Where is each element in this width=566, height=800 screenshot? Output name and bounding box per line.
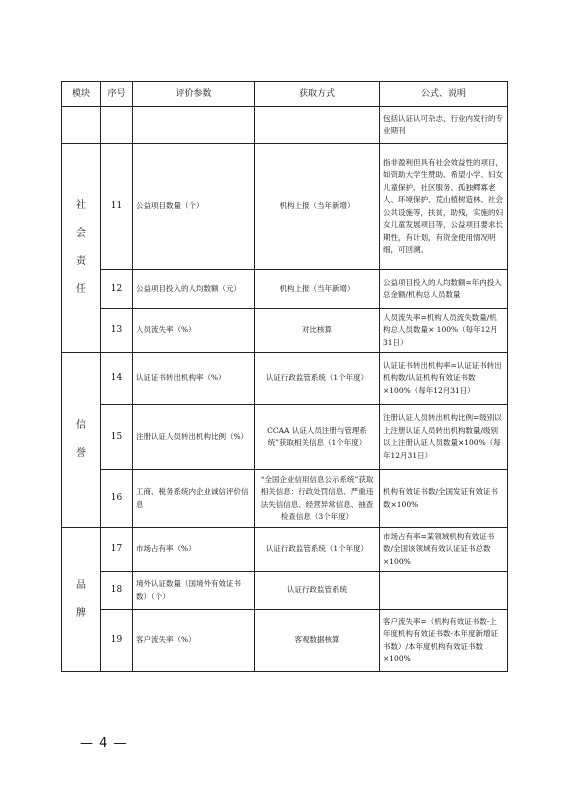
row-formula <box>380 572 508 610</box>
header-formula: 公式、说明 <box>380 82 508 107</box>
header-method: 获取方式 <box>255 82 380 107</box>
table-header-row <box>62 82 508 107</box>
row-method: 认证行政监管系统（1个年度） <box>255 353 380 405</box>
cell-empty <box>62 107 101 144</box>
table-row <box>62 309 508 353</box>
table-row <box>62 270 508 309</box>
row-param: 境外认证数量（国境外有效证书数）（个） <box>133 572 255 610</box>
row-formula: 客户流失率=（机构有效证书数-上年度机构有效证书数-本年度新增证书数）/本年度机构有效证书数×100% <box>380 610 508 672</box>
cell-empty <box>101 107 133 144</box>
row-number: 16 <box>101 470 133 528</box>
row-number: 12 <box>101 270 133 309</box>
table-row <box>62 144 508 270</box>
table-row <box>62 470 508 528</box>
row-param: 市场占有率（%） <box>133 528 255 572</box>
row-method: “全国企业信用信息公示系统”获取相关信息：行政处罚信息、严重违法失信信息、经营异常信息、抽查检查信息（3个年度） <box>255 470 380 528</box>
row-method: CCAA 认证人员注册与管理系统”获取相关信息（1个年度） <box>255 405 380 470</box>
page-number: — 4 — <box>80 736 128 751</box>
header-param: 评价参数 <box>133 82 255 107</box>
row-method: 客观数据核算 <box>255 610 380 672</box>
table-row <box>62 405 508 470</box>
header-no: 序号 <box>101 82 133 107</box>
table-row <box>62 528 508 572</box>
row-number: 18 <box>101 572 133 610</box>
module-social-responsibility: 社 会 责 任 <box>62 144 101 353</box>
table-row <box>62 353 508 405</box>
row-param: 客户流失率（%） <box>133 610 255 672</box>
row-method: 认证行政监管系统 <box>255 572 380 610</box>
module-reputation: 信 誉 <box>62 353 101 528</box>
row-method: 机构上报（当年新增） <box>255 144 380 270</box>
row-param: 工商、税务系统内企业诚信评价信息 <box>133 470 255 528</box>
row-method: 机构上报（当年新增） <box>255 270 380 309</box>
table-row <box>62 610 508 672</box>
table-row <box>62 572 508 610</box>
row-formula: 市场占有率=某领域机构有效证书数/全国该领域有效认证证书总数×100% <box>380 528 508 572</box>
module-brand: 品 牌 <box>62 528 101 672</box>
row-param: 公益项目数量（个） <box>133 144 255 270</box>
row-method: 认证行政监管系统（1个年度） <box>255 528 380 572</box>
table-row-continuation <box>62 107 508 144</box>
header-module: 模块 <box>62 82 101 107</box>
cell-empty <box>133 107 255 144</box>
row-number: 15 <box>101 405 133 470</box>
row-formula: 指非盈利但具有社会效益性的项目，如资助大学生赞助、希望小学、妇女儿童保护、社区服务、孤独鳏寡老人、环境保护、荒山植树造林、社会公共设施等，扶贫，助残，实施的妇女儿童发展项目等，公益项目要求长期性，有计划，有资金使用情况明细，可回溯。 <box>380 144 508 270</box>
row-formula: 注册认证人员转出机构比例=级别以上注册认证人员转出机构数量/级别以上注册认证人员数量×100%（每年12月31日） <box>380 405 508 470</box>
row-formula: 人员流失率=机构人员流失数量/机构总人员数量× 100%（每年12月31日） <box>380 309 508 353</box>
cell-empty <box>255 107 380 144</box>
row-param: 注册认证人员转出机构比例（%） <box>133 405 255 470</box>
row-number: 19 <box>101 610 133 672</box>
row-number: 13 <box>101 309 133 353</box>
evaluation-table <box>61 81 508 672</box>
continuation-note: 包括认证认可杂志，行业内发行的专业期刊 <box>380 107 508 144</box>
row-param: 人员流失率（%） <box>133 309 255 353</box>
row-number: 17 <box>101 528 133 572</box>
row-method: 对比核算 <box>255 309 380 353</box>
row-param: 公益项目投入的人均数额（元） <box>133 270 255 309</box>
row-param: 认证证书转出机构率（%） <box>133 353 255 405</box>
row-formula: 公益项目投入的人均数额=年内投入总金额/机构总人员数量 <box>380 270 508 309</box>
row-formula: 认证证书转出机构率=认证证书转出机构数/认证机构有效证书数 ×100%（每年12月31日） <box>380 353 508 405</box>
row-formula: 机构有效证书数/全国发证有效证书数×100% <box>380 470 508 528</box>
row-number: 14 <box>101 353 133 405</box>
row-number: 11 <box>101 144 133 270</box>
